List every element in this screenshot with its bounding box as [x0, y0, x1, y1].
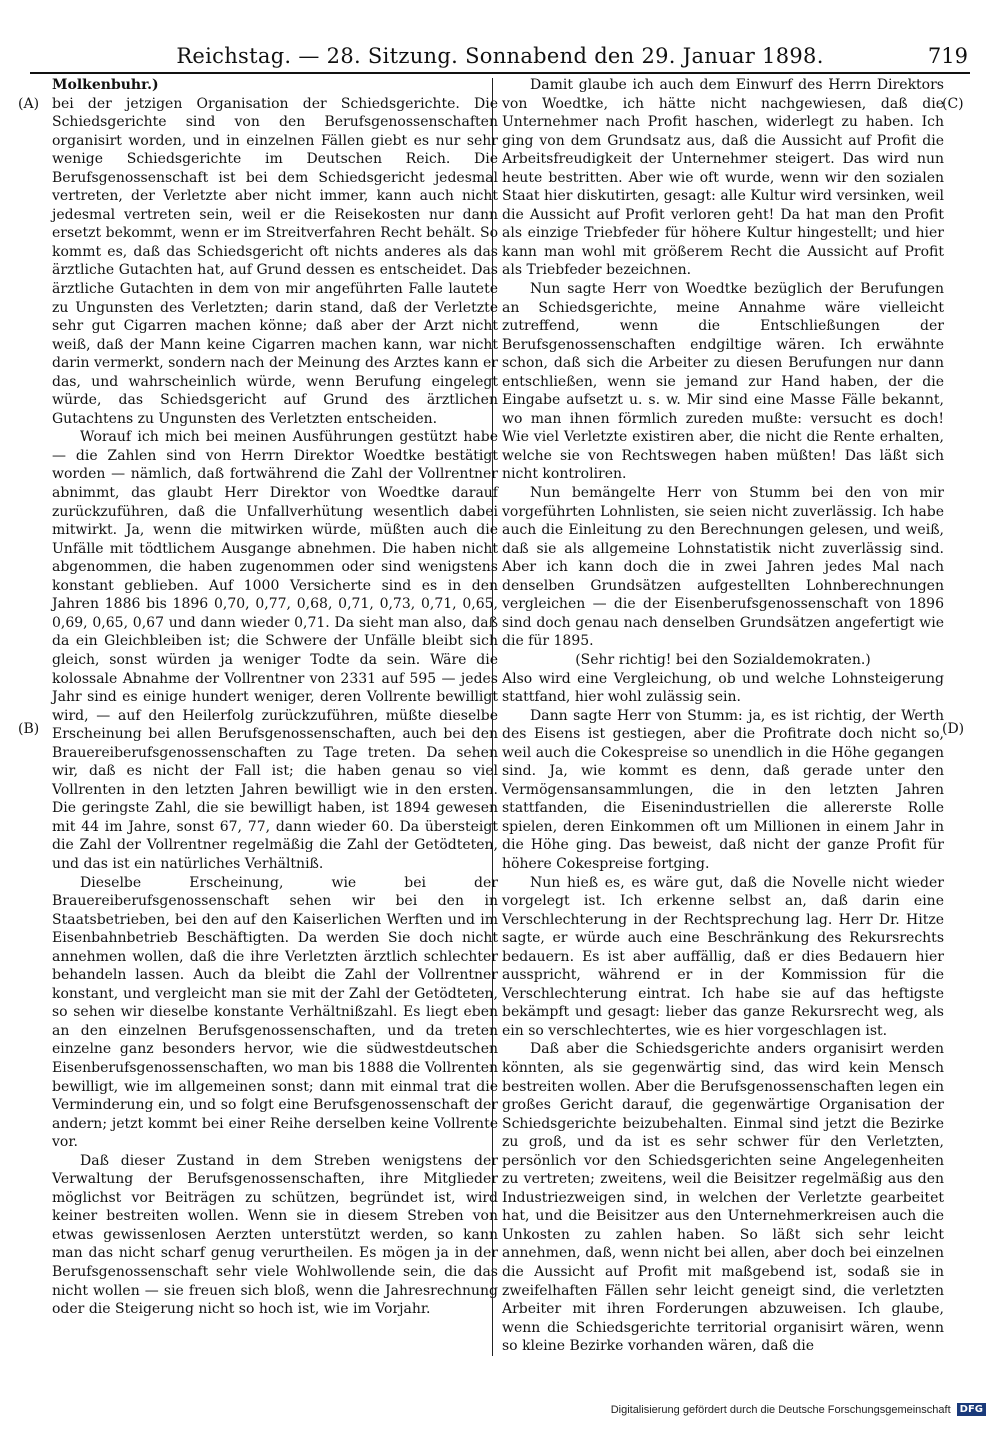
paragraph: bei der jetzigen Organisation der Schiedsgerichte. Die Schiedsgerichte sind von den Berufsgenossenschaften organisirt worden, und in einzelnen Fällen giebt es nur sehr wenige Schiedsgerichte im Deutschen Reich. Die Berufsgenossenschaft ist bei dem Schiedsgericht jedesmal vertreten, der Verletzte aber nicht immer, kann auch nicht jedesmal vertreten sein, weil er die Reisekosten nur dann ersetzt bekommt, wenn er im Streitverfahren Recht behält. So kommt es, daß das Schiedsgericht oft nichts anderes als das ärztliche Gutachten hat, auf Grund dessen es entscheidet. Das ärztliche Gutachten in dem von mir angeführten Falle lautete zu Ungunsten des Verletzten; darin stand, daß der Verletzte sehr gut Cigarren machen könne; daß aber der Arzt nicht weiß, daß der Mann keine Cigarren machen kann, war nicht darin vermerkt, sondern nach der Meinung des Arztes kann er das, und wahrscheinlich würde, wenn Berufung eingelegt würde, das Schiedsgericht auf Grund des ärztlichen Gutachtens zu Ungunsten des Verletzten entscheiden. [52, 95, 498, 427]
paragraph: Dieselbe Erscheinung, wie bei der Brauereiberufsgenossenschaft sehen wir bei den in Staatsbetrieben, bei den auf den Kaiserlichen Werften und im Eisenbahnbetrieb Beschäftigten. Da werden Sie doch nicht annehmen wollen, daß die ihre Verletzten ärztlich schlechter behandeln lassen. Auch da bleibt die Zahl der Vollrentner konstant, und vergleicht man sie mit der Zahl der Getödteten, so sehen wir dieselbe konstante Verhältnißzahl. Es liegt eben an den einzelnen Berufsgenossenschaften, und da treten einzelne ganz besonders hervor, wie die südwestdeutschen Eisenberufsgenossenschaften, wo man bis 1888 die Vollrenten bewilligt, wie im allgemeinen sonst; dann mit einmal trat die Verminderung ein, und so folgt eine Berufsgenossenschaft der andern; jetzt kommt bei einer Reihe derselben keine Vollrente vor. [52, 874, 498, 1151]
paragraph: Daß dieser Zustand in dem Streben wenigstens der Verwaltung der Berufsgenossenschaften, ihre Mitglieder möglichst vor Beiträgen zu schützen, begründet ist, wird keiner bestreiten wollen. Wenn sie in diesem Streben von etwas gewissenlosen Aerzten unterstützt werden, so kann man das nicht scharf genug verurtheilen. Es mögen ja in der Berufsgenossenschaft sehr viele Wohlwollende sein, die das nicht wollen — sie freuen sich bloß, wenn die Jahresrechnung oder die Steigerung nicht so hoch ist, wie im Vorjahr. [52, 1152, 498, 1318]
dfg-logo-icon: DFG [957, 1403, 986, 1416]
running-title: Reichstag. — 28. Sitzung. Sonnabend den 29. Januar 1898. [176, 44, 824, 68]
margin-marker-c: (C) [942, 96, 964, 112]
margin-marker-b: (B) [18, 721, 40, 737]
paragraph: Nun sagte Herr von Woedtke bezüglich der Berufungen an Schiedsgerichte, meine Annahme wäre vielleicht zutreffend, wenn die Entschließungen der Berufsgenossenschaften endgiltige wären. Ich erwähnte schon, daß sich die Arbeiter zu diesen Berufungen nur dann entschließen, wenn sie jemand zur Hand haben, der die Eingabe aufsetzt u. s. w. Mir sind eine Masse Fälle bekannt, wo man ihnen förmlich zureden mußte: versucht es doch! Wie viel Verletzte existiren aber, die nicht die Rente erhalten, welche sie von Rechtswegen haben müßten! Das läßt sich nicht kontroliren. [502, 281, 944, 483]
left-column [52, 76, 498, 1319]
right-column [502, 76, 944, 1356]
paragraph: Nun hieß es, es wäre gut, daß die Novelle nicht wieder vorgelegt ist. Ich erkenne selbst an, daß darin eine Verschlechterung in der Rechtsprechung lag. Herr Dr. Hitze sagte, er würde auch eine Beschränkung des Rekursrechts bedauern. Es ist aber auffällig, daß er dies Bedauern hier ausspricht, während er in der Kommission für die Verschlechterung eintrat. Ich habe sie auf das heftigste bekämpft und gesagt: lieber das ganze Rekursrecht weg, als ein so verschlechtertes, wie es hier vorgeschlagen ist. [502, 874, 944, 1039]
margin-marker-a: (A) [18, 96, 40, 112]
paragraph: Also wird eine Vergleichung, ob und welche Lohnsteigerung stattfand, hier wohl zulässig sein. [502, 670, 944, 706]
page-number: 719 [927, 44, 968, 68]
digitization-credit [611, 1403, 986, 1416]
page-header [30, 40, 970, 74]
speaker-name: Molkenbuhr.) [52, 77, 159, 93]
margin-marker-d: (D) [942, 721, 965, 737]
interjection: (Sehr richtig! bei den Sozialdemokraten.) [575, 651, 871, 668]
paragraph: Daß aber die Schiedsgerichte anders organisirt werden könnten, als sie gegenwärtig sind, das wird kein Mensch bestreiten wollen. Aber die Berufsgenossenschaften legen ein großes Gericht darauf, die gegenwärtige Organisation der Schiedsgerichte beizubehalten. Einmal sind jetzt die Bezirke zu groß, und da ist es sehr schwer für den Verletzten, persönlich vor den Schiedsgerichten seine Angelegenheiten zu vertreten; zweitens, weil die Beisitzer regelmäßig aus den Industriezweigen sind, in welchen der Verletzte gearbeitet hat, und die Beisitzer aus den Unternehmerkreisen auch die Unkosten zu zahlen haben. So läßt sich sehr leicht annehmen, daß, wenn nicht bei allen, aber doch bei einzelnen die Aussicht auf Profit mit maßgebend ist, sodaß sie in zweifelhaften Fällen sehr leicht geneigt sind, die verletzten Arbeiter mit ihren Forderungen abzuweisen. Ich glaube, wenn die Schiedsgerichte territorial organisirt wären, wenn so kleine Bezirke vorhanden wären, daß die [502, 1041, 944, 1355]
paragraph: Dann sagte Herr von Stumm: ja, es ist richtig, der Werth des Eisens ist gestiegen, aber die Profitrate doch nicht so, weil auch die Cokespreise so unendlich in die Höhe gegangen sind. Ja, wie kommt es denn, daß gerade unter den Vermögensansammlungen, die in den letzten Jahren stattfanden, die Eisenindustriellen die allererste Rolle spielen, deren Einkommen oft um Millionen in einem Jahr in die Höhe ging. Das beweist, daß nicht der ganze Profit für höhere Cokespreise fortging. [502, 707, 944, 872]
footer-text: Digitalisierung gefördert durch die Deutsche Forschungsgemeinschaft [610, 1403, 951, 1416]
paragraph: Worauf ich mich bei meinen Ausführungen gestützt habe — die Zahlen sind von Herrn Direktor Woedtke bestätigt worden — nämlich, daß fortwährend die Zahl der Vollrentner abnimmt, das glaubt Herr Direktor von Woedtke darauf zurückzuführen, daß die Unfallverhütung wesentlich dabei mitwirkt. Ja, wenn die mitwirken würde, müßten auch die Unfälle mit tödtlichem Ausgange abnehmen. Die haben nicht abgenommen, die haben zugenommen oder sind wenigstens konstant geblieben. Auf 1000 Versicherte sind es in den Jahren 1886 bis 1896 0,70, 0,77, 0,68, 0,71, 0,73, 0,71, 0,65, 0,69, 0,65, 0,67 und dann wieder 0,71. Da sieht man also, daß da ein Gleichbleiben ist; die Schwere der Unfälle bleibt sich gleich, sonst würden ja weniger Todte da sein. Wäre die kolossale Abnahme der Vollrentner von 2331 auf 595 — jedes Jahr sind es einige hundert weniger, deren Vollrente bewilligt wird, — auf den Heilerfolg zurückzuführen, müßte dieselbe Erscheinung bei allen Berufsgenossenschaften, auch bei den Brauereiberufsgenossenschaften zu Tage treten. Da sehen wir, daß es nicht der Fall ist; die haben genau so viel Vollrenten in den letzten Jahren bewilligt wie in den ersten. Die geringste Zahl, die sie bewilligt haben, ist 1894 gewesen mit 44 im Jahre, sonst 67, 77, dann wieder 60. Da übersteigt die Zahl der Vollrentner regelmäßig die Zahl der Getödteten, und das ist ein natürliches Verhältniß. [52, 429, 498, 872]
paragraph: Damit glaube ich auch dem Einwurf des Herrn Direktors von Woedtke, ich hätte nicht nachgewiesen, daß die Unternehmer nach Profit haschen, widerlegt zu haben. Ich ging von dem Grundsatz aus, daß die Aussicht auf Profit die Arbeitsfreudigkeit der Unternehmer steigert. Das wird nun heute bestritten. Aber wie oft wurde, wenn wir den sozialen Staat hier diskutirten, gesagt: alle Kultur wird versinken, weil die Aussicht auf Profit verloren geht! Da hat man den Profit als einzige Triebfeder für höhere Kultur hingestellt; und hier kann man wohl mit größerem Recht die Aussicht auf Profit als Triebfeder bezeichnen. [502, 77, 944, 279]
paragraph: Nun bemängelte Herr von Stumm bei den von mir vorgeführten Lohnlisten, sie seien nicht zuverlässig. Ich habe auch die Einleitung zu den Berechnungen gelesen, und weiß, daß sie als allgemeine Lohnstatistik nicht zuverlässig sind. Aber ich kann doch die in zwei Jahren jedes Mal nach denselben Grundsätzen aufgestellten Lohnberechnungen vergleichen — die der Eisenberufsgenossenschaft von 1896 sind doch genau nach denselben Grundsätzen angefertigt wie die für 1895. [502, 485, 944, 650]
